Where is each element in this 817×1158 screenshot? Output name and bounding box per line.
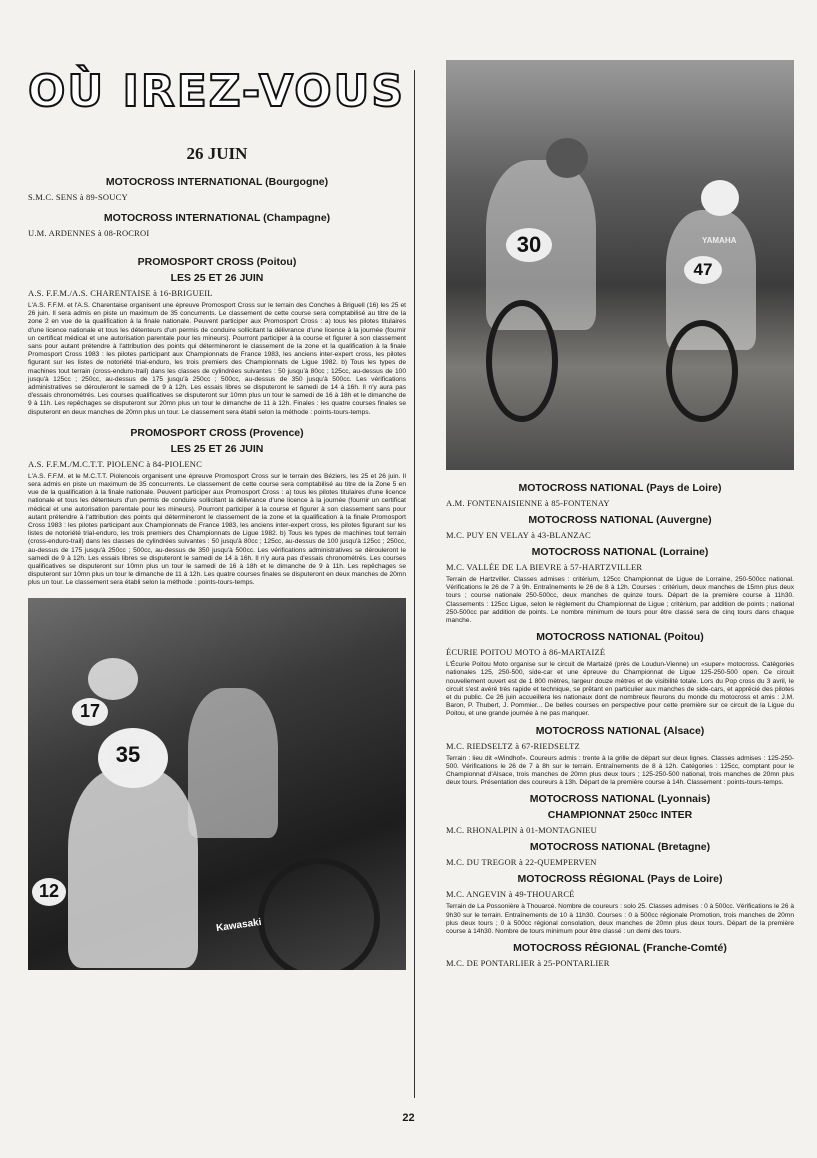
- left-column: [28, 66, 406, 970]
- event-title: MOTOCROSS NATIONAL (Auvergne): [528, 514, 712, 526]
- event-section: [446, 482, 794, 508]
- event-title: MOTOCROSS NATIONAL (Lorraine): [531, 546, 709, 558]
- event-club: M.C. RHONALPIN à 01-MONTAGNIEU: [446, 825, 597, 836]
- rider-shape: [68, 768, 198, 968]
- event-title: MOTOCROSS NATIONAL (Pays de Loire): [518, 482, 722, 494]
- bike-brand-text: Kawasaki: [215, 916, 263, 934]
- event-section: [446, 873, 794, 936]
- event-section: [446, 793, 794, 835]
- event-section: [446, 631, 794, 718]
- event-section: [28, 256, 406, 417]
- event-section: [446, 514, 794, 540]
- photo-start-grid: [28, 598, 406, 970]
- wheel-shape: [258, 858, 380, 970]
- date-heading: 26 JUIN: [186, 144, 248, 163]
- event-club: M.C. DE PONTARLIER à 25-PONTARLIER: [446, 958, 610, 969]
- event-section: [446, 725, 794, 788]
- event-body: L'Écurie Poitou Moto organise sur le circuit de Martaizé (près de Loudun-Vienne) un «super» motocross. Catégories nationales 125, 250-500, side-car et une épreuve du Championnat de Ligue 125-250-500 open. Ce circuit nouvellement ouvert est de 1 800 mètres, largeur douze mètres et de visibilité totale. Lors du Pop cross du 3 avril, le circuit s'est avéré très rapide et technique, se prêtant en particulier aux manches de side-cars, et apprécié des pilotes et du public. Ce 26 juin accueillera les nationaux dont de nombreux fleurons du monde du motocross et amis : J.M. Baron, P. Thubert, J. Pommier... De belles courses en perspective pour cette première sur ce circuit de la Ligue du Poitou, et une grande journée à ne pas manquer.: [446, 661, 794, 718]
- number-plate: 35: [106, 738, 150, 772]
- event-title: MOTOCROSS INTERNATIONAL (Bourgogne): [105, 176, 329, 188]
- event-title: MOTOCROSS NATIONAL (Alsace): [535, 724, 705, 737]
- event-body: L'A.S. F.F.M. et le M.C.T.T. Piolencois organisent une épreuve Promosport Cross sur le terrain des Béziers, les 25 et 26 juin. Il sera admis en piste un maximum de 35 concurrents. Le classement de cette course sera comptabilisé au titre de la Zone 5 en vue de la qualification à la finale nationale. Peuvent participer aux Promosport Cross : a) tous les pilotes titulaires d'une licence nationale et tous les détenteurs d'un permis de conduire sollicitant la délivrance d'une licence à la journée (fournir un certificat médical et une autorisation parentale pour les mineurs). Pourront participer à la course et figurer à son classement sans pour autant prétendre à l'attribution des points qui détermineront le classement de la zone et la qualification à la finale Promosport Cross 1983 : les pilotes participant aux Championnats de France 1983, les anciens inter-expert cross, les pilotes figurant sur les listes de notoriété trial-enduro, les trois premiers des Championnats de Ligue 1982. b) Tous les types de machines tout terrain (cross-enduro-trail) dans les classes de cylindrées suivantes : 50 jusqu'à 80cc ; 125cc, au-dessus de 100 jusqu'à 125cc ; 250cc, au-dessus de 175 jusqu'à 250cc ; 500cc, au-dessus de 350 jusqu'à 500cc. Les vérifications administratives se dérouleront le samedi de 9 à 12h. Les essais libres se disputeront le samedi de 14 à 16h. Il n'y aura pas d'essais chronométrés. Les courses qualificatives se disputeront sur 10mn plus un tour le samedi de 16 à 18h et le dimanche de 9 à 11h. Les repêchages se disputeront sur 10mn plus un tour le dimanche de 11 à 12h. Les quatre courses finales se disputeront en deux manches de 20mn plus un tour. Le classement sera établi selon la méthode : points-tours-temps.: [28, 472, 406, 587]
- photo-riders-track: [446, 60, 794, 470]
- number-plate: 47: [684, 256, 722, 284]
- event-club: M.C. RIEDSELTZ à 67-RIEDSELTZ: [446, 740, 580, 751]
- event-dates: LES 25 ET 26 JUIN: [170, 272, 264, 284]
- event-title: MOTOCROSS RÉGIONAL (Pays de Loire): [517, 873, 723, 886]
- event-club: A.S. F.F.M./A.S. CHARENTAISE à 16-BRIGUEIL: [28, 288, 213, 298]
- event-title: PROMOSPORT CROSS (Provence): [130, 426, 304, 439]
- event-dates: LES 25 ET 26 JUIN: [170, 442, 264, 455]
- event-title: MOTOCROSS RÉGIONAL (Franche-Comté): [513, 942, 727, 955]
- event-body: Terrain de Hartzviller. Classes admises : critérium, 125cc Championnat de Ligue de Lorraine, 250-500cc national. Vérifications le 26 de 7 à 9h. Entraînements le 26 de 8 à 12h. Courses : critérium, deux manches de 15mn plus deux tours ; course nationale 250-500cc, deux manches de quinze tours. Départ de la première course à 11h30. Classements : 125cc Ligue, selon le règlement du Championnat de Ligue ; critérium, par addition de points ; national 250-500cc par addition de points. Le nombre minimum de tours pour être classé sera de cinq tours dans chaque manche.: [446, 576, 794, 625]
- right-column: [446, 60, 794, 974]
- event-title: MOTOCROSS NATIONAL (Poitou): [536, 631, 704, 644]
- wheel-shape: [666, 320, 738, 422]
- helmet-shape: [701, 180, 739, 216]
- wheel-shape: [486, 300, 558, 422]
- event-club: A.M. FONTENAISIENNE à 85-FONTENAY: [446, 498, 610, 508]
- helmet-shape: [88, 658, 138, 700]
- event-section: [446, 841, 794, 867]
- event-club: U.M. ARDENNES à 08-ROCROI: [28, 228, 150, 238]
- event-subtitle: CHAMPIONNAT 250cc INTER: [547, 809, 693, 822]
- number-plate: 17: [72, 698, 108, 726]
- column-divider: [414, 70, 415, 1098]
- event-club: A.S. F.F.M./M.C.T.T. PIOLENC à 84-PIOLENC: [28, 458, 202, 469]
- event-section: [28, 176, 406, 202]
- event-title: PROMOSPORT CROSS (Poitou): [137, 256, 297, 268]
- event-club: M.C. PUY EN VELAY à 43-BLANZAC: [446, 530, 591, 540]
- event-club: M.C. ANGEVIN à 49-THOUARCÉ: [446, 889, 575, 900]
- event-club: S.M.C. SENS à 89-SOUCY: [28, 192, 128, 202]
- number-plate: 30: [506, 228, 552, 262]
- event-section: [446, 942, 794, 968]
- event-club: M.C. VALLÉE DE LA BIEVRE à 57-HARTZVILLER: [446, 562, 643, 572]
- rider-shape: [188, 688, 278, 838]
- masthead-title: OÙ IREZ-VOUS: [28, 66, 406, 117]
- event-body: Terrain : lieu dit «Windhof». Coureurs admis : trente à la grille de départ sur deux lignes. Classes admises : 125-250-500. Vérifications le 26 de 7 à 8h sur le terrain. Entraînements de 8 à 12h. Catégories : 125cc, comptant pour le Championnat d'Alsace, trois manches de 20mn plus deux tours ; 125-250-500 national, trois manches de 20mn plus deux tours. Présentation des coureurs à 13h. Départ de la première course à 14h. Classement : points-tours-temps.: [446, 754, 794, 787]
- event-title: MOTOCROSS NATIONAL (Bretagne): [529, 841, 711, 854]
- helmet-shape: [546, 138, 588, 178]
- number-plate: 12: [32, 878, 66, 906]
- event-title: MOTOCROSS INTERNATIONAL (Champagne): [103, 212, 331, 224]
- event-body: L'A.S. F.F.M. et l'A.S. Charentaise organisent une épreuve Promosport Cross sur le terrain des Conches à Briguell (16) les 25 et 26 juin. Il sera admis en piste un maximum de 35 concurrents. Le classement de cette course sera comptabilisé au titre de la zone 2 en vue de la qualification à la finale nationale. Peuvent participer aux Promosport Cross : a) tous les pilotes titulaires d'une licence nationale et tous les détenteurs d'un permis de conduire sollicitant la délivrance d'une licence à la journée (fournir un certificat médical et une autorisation parentale pour les mineurs). Pourront participer à la course et figurer à son classement sans pour autant prétendre à l'attribution des points qui détermineront le classement de la zone et la qualification à la finale Promosport Cross 1983 : les pilotes participant aux Championnats de France 1983, les anciens inter-expert cross, les pilotes figurant sur les listes de notoriété trial-enduro, les trois premiers des Championnats de Ligue 1982. b) Tous les types de machines tout terrain (cross-enduro-trail) dans les classes de cylindrées suivantes : 50 jusqu'à 80cc ; 125cc, au-dessus de 100 jusqu'à 125cc ; 250cc, au-dessus de 175 jusqu'à 250cc ; 500cc, au-dessus de 350 jusqu'à 500cc. Les vérifications administratives se dérouleront le samedi de 9 à 12h. Les essais libres se disputeront le samedi de 14 à 16h. Il n'y aura pas d'essais chronométrés. Les courses qualificatives se disputeront sur 10mn plus un tour le samedi de 16 à 18h et le dimanche de 9 à 11h. Les repêchages se disputeront sur 20mn plus un tour le dimanche de 11 à 12h. Finales : les quatre courses finales se disputeront en deux manches de 20mn plus un tour. Le classement sera établi selon la méthode : points-tours-temps.: [28, 302, 406, 416]
- event-section: [446, 546, 794, 625]
- event-title: MOTOCROSS NATIONAL (Lyonnais): [529, 793, 711, 806]
- event-club: ÉCURIE POITOU MOTO à 86-MARTAIZÉ: [446, 647, 606, 658]
- page-number: 22: [402, 1112, 415, 1124]
- event-body: Terrain de La Possonière à Thouarcé. Nombre de coureurs : solo 25. Classes admises : 0 à 500cc. Vérifications le 26 à 9h30 sur le terrain. Entraînements de 10 à 11h30. Courses : 0 à 500cc régionale Promotion, trois manches de 20mn plus deux tours ; 0 à 500cc régional consolation, deux manches de 20mn plus deux tours. Départ de la première course à 14h30. Nombre de tours minimum pour être classé : un demi des tours.: [446, 903, 794, 936]
- event-section: [28, 212, 406, 238]
- event-section: [28, 427, 406, 588]
- event-club: M.C. DU TREGOR à 22-QUEMPERVEN: [446, 857, 597, 868]
- helmet-brand-text: YAMAHA: [702, 236, 737, 245]
